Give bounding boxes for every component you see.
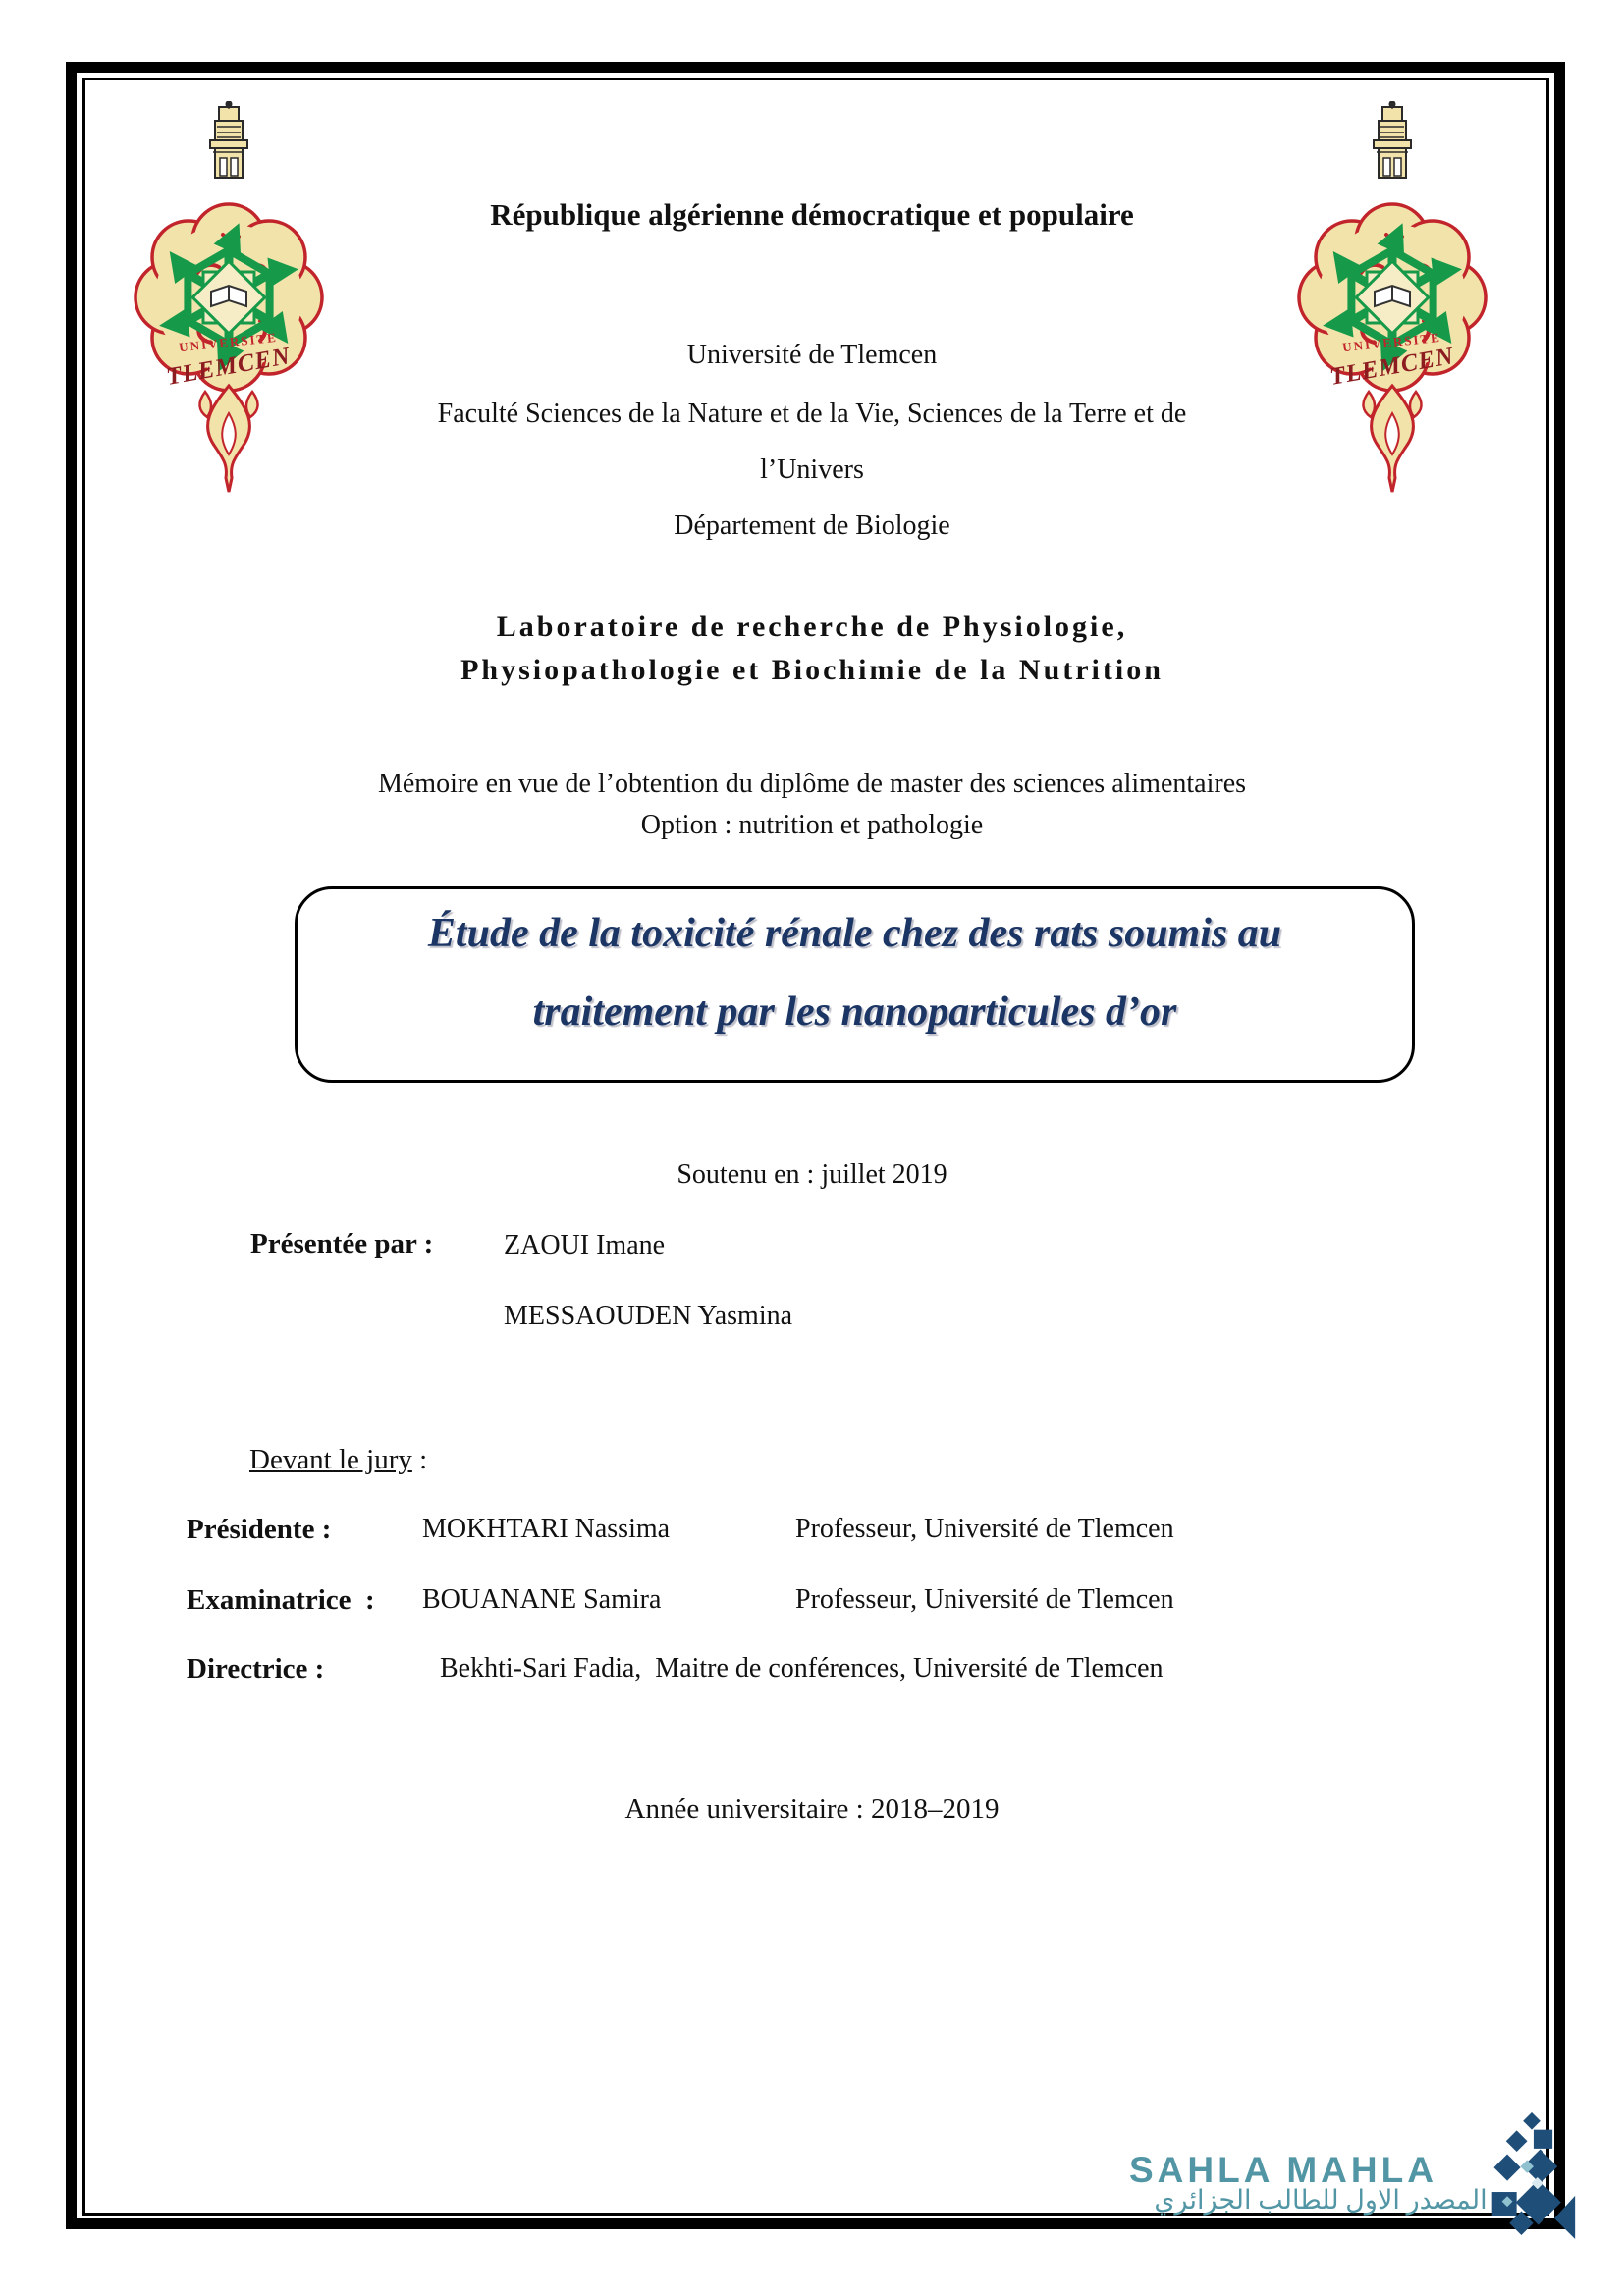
thesis-title-line2: traitement par les nanoparticules d’or (532, 989, 1177, 1035)
jury-member-name: MOKHTARI Nassima (422, 1514, 671, 1544)
jury-heading (249, 1444, 427, 1476)
jury-row-director (187, 1652, 1463, 1686)
republic-heading: République algérienne démocratique et populaire (490, 197, 1134, 232)
memoire-line2: Option : nutrition et pathologie (640, 810, 984, 840)
author-1: ZAOUI Imane (504, 1230, 666, 1260)
jury-affiliation: Professeur, Université de Tlemcen (795, 1514, 1174, 1544)
faculty-line2: l’Univers (760, 454, 864, 485)
thesis-title-line1: Étude de la toxicité rénale chez des rats soumis au (427, 911, 1282, 956)
jury-member-name: Bekhti-Sari Fadia, (440, 1653, 642, 1683)
jury-member-name: BOUANANE Samira (422, 1584, 662, 1615)
presented-by-label: Présentée par : (250, 1228, 434, 1259)
faculty-line1: Faculté Sciences de la Nature et de la Vie, Sciences de la Terre et de (437, 399, 1187, 429)
jury-role: Présidente : (187, 1514, 332, 1545)
thesis-title-box (295, 886, 1415, 1083)
jury-affiliation: Maitre de conférences, Université de Tlemcen (655, 1653, 1164, 1683)
academic-year: Année universitaire : 2018–2019 (624, 1793, 1000, 1825)
watermark-brand: SAHLA MAHLA (1129, 2150, 1437, 2190)
university-tlemcen-logo-left (131, 101, 327, 494)
jury-heading-colon: : (411, 1444, 428, 1475)
jury-affiliation: Professeur, Université de Tlemcen (795, 1584, 1174, 1615)
laboratory-line1: Laboratoire de recherche de Physiologie, (496, 611, 1128, 643)
laboratory-line2: Physiopathologie et Biochimie de la Nutrition (460, 654, 1164, 686)
department-name: Département de Biologie (674, 510, 950, 541)
author-2: MESSAOUDEN Yasmina (504, 1301, 793, 1331)
university-tlemcen-logo-right (1294, 101, 1490, 494)
jury-row-examiner (187, 1583, 1463, 1618)
jury-role: Directrice : (187, 1653, 325, 1684)
memoire-line1: Mémoire en vue de l’obtention du diplôme de master des sciences alimentaires (377, 769, 1247, 799)
university-name: Université de Tlemcen (686, 340, 938, 370)
jury-row-president (187, 1513, 1463, 1547)
jury-heading-underlined: Devant le jury (249, 1444, 412, 1475)
watermark-tagline-arabic: المصدر الاول للطالب الجزائري (1154, 2185, 1488, 2215)
jury-role: Examinatrice : (187, 1584, 375, 1616)
sahla-mahla-icon (1485, 2112, 1579, 2250)
defense-date: Soutenu en : juillet 2019 (677, 1159, 947, 1190)
